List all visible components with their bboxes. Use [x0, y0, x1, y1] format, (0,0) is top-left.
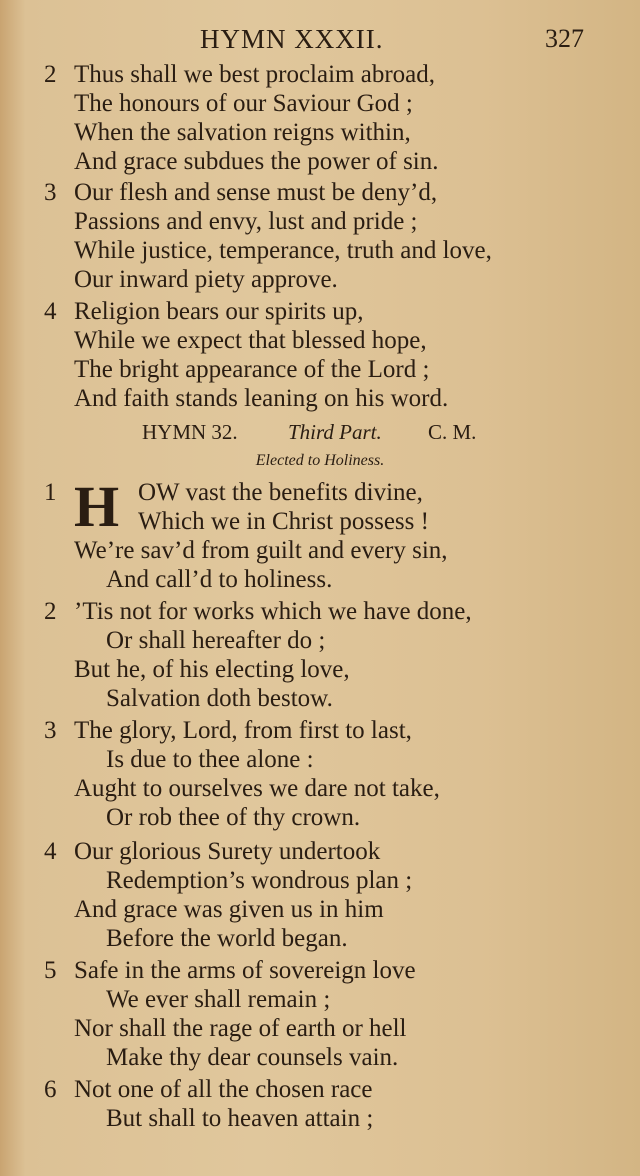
verse-line: Before the world began. — [106, 925, 348, 952]
verse-line: Thus shall we best proclaim abroad, — [74, 61, 436, 88]
verse-line: But shall to heaven attain ; — [106, 1105, 374, 1132]
verse-line: The bright appearance of the Lord ; — [74, 356, 430, 383]
verse-line: Not one of all the chosen race — [74, 1076, 373, 1103]
verse-line: Our flesh and sense must be deny’d, — [74, 179, 438, 206]
verse-line: And call’d to holiness. — [106, 566, 333, 593]
verse-line: Our inward piety approve. — [74, 266, 338, 293]
hymn-part: Third Part. — [288, 420, 382, 444]
verse-line: OW vast the benefits divine, — [138, 479, 423, 506]
verse-line: While we expect that blessed hope, — [74, 327, 427, 354]
verse-line: And faith stands leaning on his word. — [74, 385, 449, 412]
verse-line: Safe in the arms of sovereign love — [74, 957, 416, 984]
stanza-number: 3 — [44, 717, 57, 744]
stanza-number: 2 — [44, 598, 57, 625]
verse-line: Or rob thee of thy crown. — [106, 804, 361, 831]
verse-line: We ever shall remain ; — [106, 986, 331, 1013]
page-header — [0, 24, 640, 58]
verse-line: Our glorious Surety undertook — [74, 838, 381, 865]
stanza-number: 4 — [44, 298, 57, 325]
verse-line: ’Tis not for works which we have done, — [74, 598, 472, 625]
stanza-number: 4 — [44, 838, 57, 865]
verse-line: Passions and envy, lust and pride ; — [74, 208, 418, 235]
stanza-number: 2 — [44, 61, 57, 88]
verse-line: Make thy dear counsels vain. — [106, 1044, 399, 1071]
drop-cap: H — [74, 474, 120, 539]
verse-line: Salvation doth bestow. — [106, 685, 333, 712]
running-head: HYMN XXXII. — [200, 24, 384, 54]
verse-line: But he, of his electing love, — [74, 656, 350, 683]
hymn-number: HYMN 32. — [142, 420, 238, 444]
verse-line: While justice, temperance, truth and love, — [74, 237, 492, 264]
stanza-number: 1 — [44, 479, 57, 506]
verse-line: We’re sav’d from guilt and every sin, — [74, 537, 448, 564]
stanza-number: 3 — [44, 179, 57, 206]
page-number: 327 — [545, 24, 584, 53]
verse-line: The glory, Lord, from first to last, — [74, 717, 412, 744]
verse-line: And grace subdues the power of sin. — [74, 148, 439, 175]
hymn-subtitle: Elected to Holiness. — [255, 452, 385, 469]
verse-line: Or shall hereafter do ; — [106, 627, 326, 654]
stanza-number: 6 — [44, 1076, 57, 1103]
verse-line: The honours of our Saviour God ; — [74, 90, 413, 117]
verse-line: Religion bears our spirits up, — [74, 298, 364, 325]
verse-line: When the salvation reigns within, — [74, 119, 411, 146]
verse-line: Nor shall the rage of earth or hell — [74, 1015, 407, 1042]
hymn-title — [0, 420, 640, 450]
verse-line: Redemption’s wondrous plan ; — [106, 867, 413, 894]
verse-line: Which we in Christ possess ! — [138, 508, 429, 535]
hymn-meter: C. M. — [428, 420, 477, 444]
verse-line: Aught to ourselves we dare not take, — [74, 775, 440, 802]
stanza-number: 5 — [44, 957, 57, 984]
verse-line: And grace was given us in him — [74, 896, 384, 923]
verse-line: Is due to thee alone : — [106, 746, 314, 773]
